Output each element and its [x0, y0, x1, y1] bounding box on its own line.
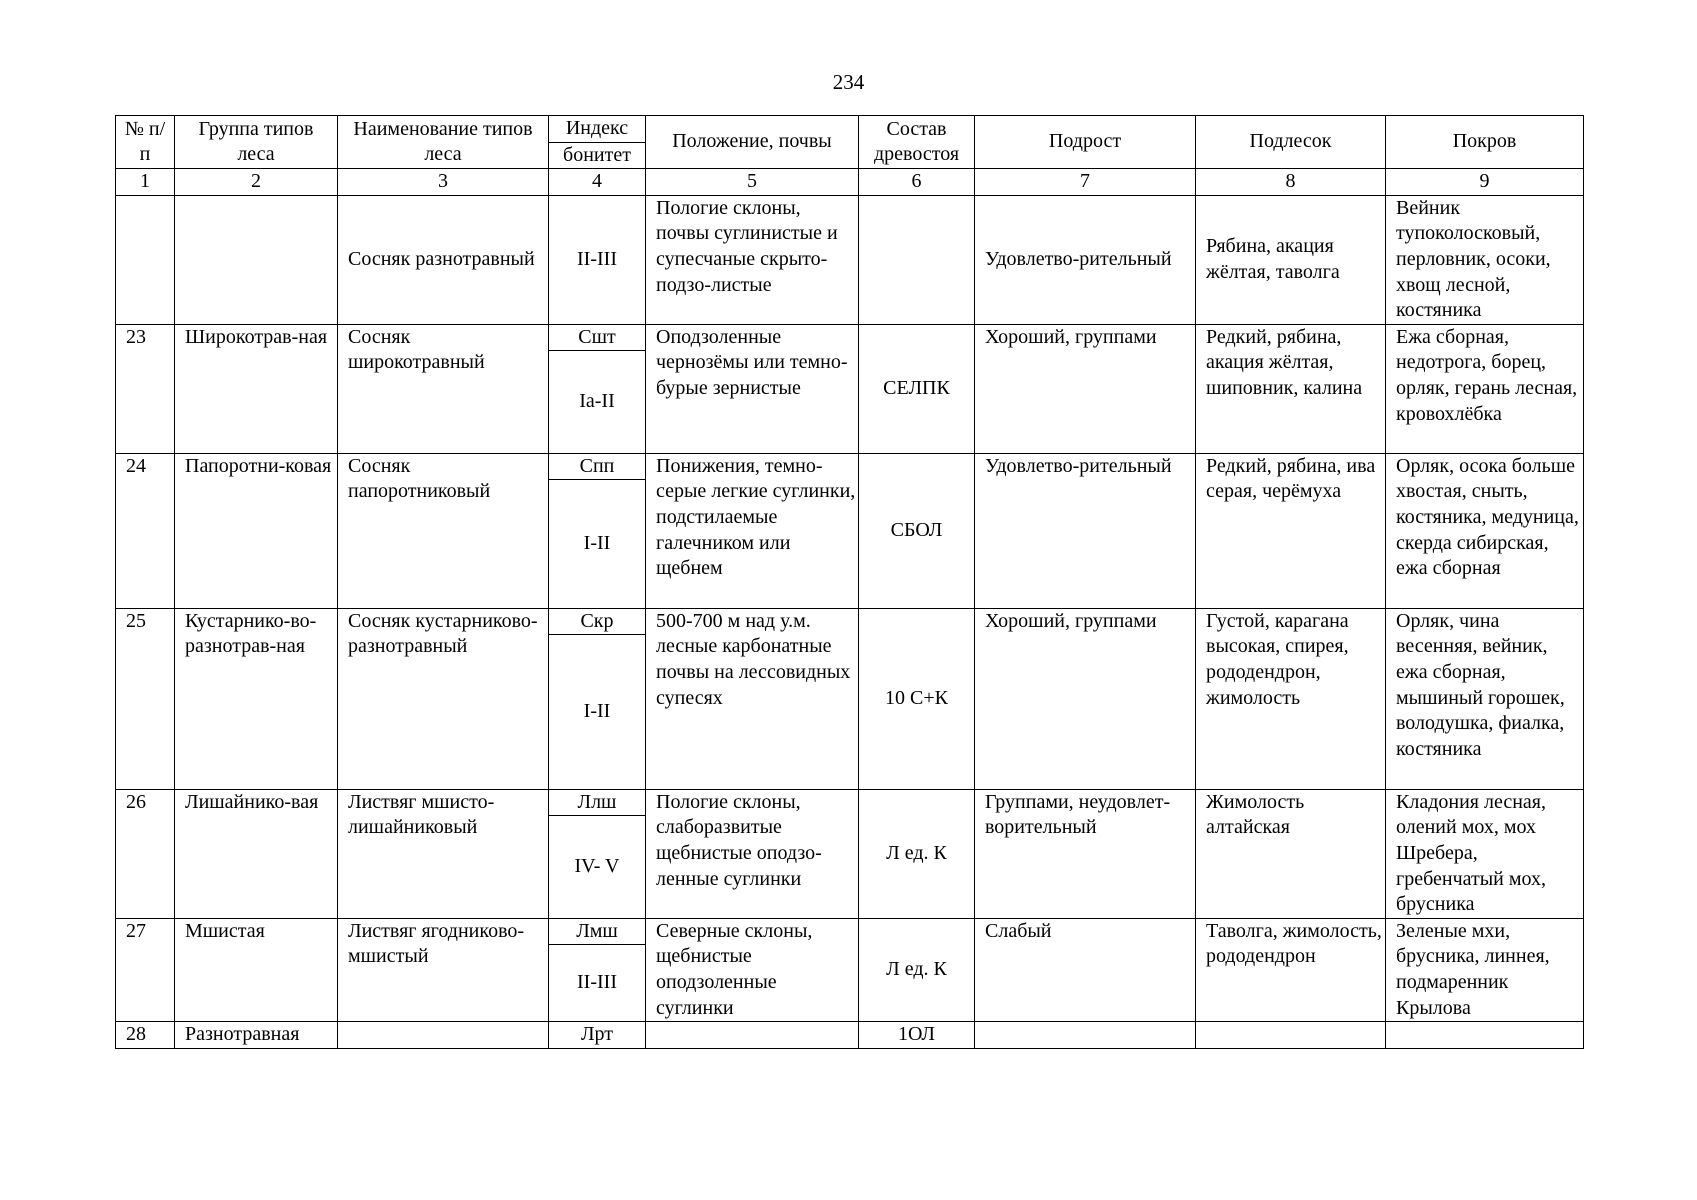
cell-cover: Ежа сборная, недотрога, борец, орляк, герань лесная, кровохлёбка — [1386, 324, 1584, 453]
cell-index: Лрт — [549, 1022, 646, 1049]
cell-bonitet: Ia-II — [579, 390, 615, 413]
cell-composition: Л ед. К — [859, 789, 975, 918]
cell-composition — [859, 195, 975, 324]
table-row — [116, 789, 1584, 918]
table-row — [116, 608, 1584, 789]
cell-composition: 1ОЛ — [859, 1022, 975, 1049]
cell-num: 25 — [116, 608, 175, 789]
cell-position: 500-700 м над у.м. лесные карбонатные почвы на лессовидных супесях — [646, 608, 859, 789]
header-row — [116, 116, 1584, 169]
cell-position: Северные склоны, щебнистые оподзоленные суглинки — [646, 918, 859, 1021]
cell-index: Сшт — [549, 325, 645, 352]
cell-cover: Орляк, чина весенняя, вейник, ежа сборная, мышиный горошек, володушка, фиалка, костяника — [1386, 608, 1584, 789]
column-number: 7 — [975, 169, 1196, 196]
cell-index: Ллш — [549, 790, 645, 817]
cell-position — [646, 1022, 859, 1049]
cell-position: Понижения, темно-серые легкие суглинки, подстилаемые галечником или щебнем — [646, 453, 859, 608]
cell-bonitet: I-II — [583, 700, 611, 723]
table-row — [116, 453, 1584, 608]
cell-underwood — [1196, 1022, 1386, 1049]
cell-undergrowth: Слабый — [975, 918, 1196, 1021]
cell-underwood: Рябина, акация жёлтая, таволга — [1196, 195, 1386, 324]
cell-name: Листвяг мшисто-лишайниковый — [338, 789, 549, 918]
column-number: 8 — [1196, 169, 1386, 196]
header-num: № п/п — [116, 116, 175, 169]
cell-index-bonitet — [549, 453, 646, 608]
cell-composition: Л ед. К — [859, 918, 975, 1021]
cell-cover — [1386, 1022, 1584, 1049]
cell-undergrowth: Удовлетво-рительный — [975, 453, 1196, 608]
cell-index-bonitet — [549, 918, 646, 1021]
cell-group: Разнотравная — [175, 1022, 338, 1049]
cell-group — [175, 195, 338, 324]
cell-composition: СБОЛ — [859, 453, 975, 608]
cell-index-bonitet — [549, 324, 646, 453]
cell-undergrowth: Удовлетво-рительный — [975, 195, 1196, 324]
cell-cover: Зеленые мхи, брусника, линнея, подмаренник Крылова — [1386, 918, 1584, 1021]
cell-index: Лмш — [549, 919, 645, 946]
cell-bonitet: II-III — [549, 195, 646, 324]
table-row — [116, 918, 1584, 1021]
header-bonitet: бонитет — [563, 143, 631, 166]
cell-name: Сосняк папоротниковый — [338, 453, 549, 608]
header-index-bonitet — [549, 116, 646, 169]
table-row — [116, 1022, 1584, 1049]
header-group: Группа типов леса — [175, 116, 338, 169]
cell-num — [116, 195, 175, 324]
cell-name: Листвяг ягодниково-мшистый — [338, 918, 549, 1021]
cell-group: Широкотрав-ная — [175, 324, 338, 453]
cell-undergrowth: Группами, неудовлет-ворительный — [975, 789, 1196, 918]
cell-cover: Кладония лесная, олений мох, мох Шребера, гребенчатый мох, брусника — [1386, 789, 1584, 918]
header-underwood: Подлесок — [1196, 116, 1386, 169]
cell-composition: СЕЛПК — [859, 324, 975, 453]
cell-num: 24 — [116, 453, 175, 608]
cell-index-bonitet — [549, 608, 646, 789]
header-name: Наименование типов леса — [338, 116, 549, 169]
cell-name — [338, 1022, 549, 1049]
header-undergrowth: Подрост — [975, 116, 1196, 169]
cell-undergrowth — [975, 1022, 1196, 1049]
cell-position: Пологие склоны, почвы суглинистые и супесчаные скрыто-подзо-листые — [646, 195, 859, 324]
column-number: 6 — [859, 169, 975, 196]
header-index: Индекс — [549, 116, 645, 143]
cell-num: 26 — [116, 789, 175, 918]
cell-cover: Вейник тупоколосковый, перловник, осоки, хвощ лесной, костяника — [1386, 195, 1584, 324]
cell-index-bonitet — [549, 789, 646, 918]
cell-group: Лишайнико-вая — [175, 789, 338, 918]
table-row — [116, 195, 1584, 324]
column-number: 5 — [646, 169, 859, 196]
column-number: 4 — [549, 169, 646, 196]
cell-underwood: Таволга, жимолость, рододендрон — [1196, 918, 1386, 1021]
table-row — [116, 324, 1584, 453]
cell-underwood: Редкий, рябина, ива серая, черёмуха — [1196, 453, 1386, 608]
cell-index: Скр — [549, 609, 645, 636]
cell-undergrowth: Хороший, группами — [975, 324, 1196, 453]
header-position: Положение, почвы — [646, 116, 859, 169]
column-numbers-row — [116, 169, 1584, 196]
cell-composition: 10 С+К — [859, 608, 975, 789]
forest-types-table — [115, 115, 1584, 1049]
page-number: 234 — [832, 70, 865, 94]
cell-group: Мшистая — [175, 918, 338, 1021]
cell-name: Сосняк кустарниково-разнотравный — [338, 608, 549, 789]
cell-group: Папоротни-ковая — [175, 453, 338, 608]
cell-num: 28 — [116, 1022, 175, 1049]
cell-position: Оподзоленные чернозёмы или темно-бурые зернистые — [646, 324, 859, 453]
cell-bonitet: IV- V — [574, 855, 620, 878]
column-number: 3 — [338, 169, 549, 196]
column-number: 1 — [116, 169, 175, 196]
cell-cover: Орляк, осока больше хвостая, сныть, костяника, медуница, скерда сибирская, ежа сборная — [1386, 453, 1584, 608]
cell-name: Сосняк разнотравный — [338, 195, 549, 324]
cell-bonitet: I-II — [583, 532, 611, 555]
cell-index: Спп — [549, 454, 645, 481]
cell-num: 27 — [116, 918, 175, 1021]
cell-num: 23 — [116, 324, 175, 453]
column-number: 9 — [1386, 169, 1584, 196]
cell-undergrowth: Хороший, группами — [975, 608, 1196, 789]
cell-underwood: Густой, карагана высокая, спирея, рододендрон, жимолость — [1196, 608, 1386, 789]
cell-position: Пологие склоны, слаборазвитые щебнистые оподзо-ленные суглинки — [646, 789, 859, 918]
cell-underwood: Жимолость алтайская — [1196, 789, 1386, 918]
cell-bonitet: II-III — [577, 971, 617, 994]
cell-name: Сосняк широкотравный — [338, 324, 549, 453]
header-composition: Состав древостоя — [859, 116, 975, 169]
column-number: 2 — [175, 169, 338, 196]
header-cover: Покров — [1386, 116, 1584, 169]
cell-underwood: Редкий, рябина, акация жёлтая, шиповник, калина — [1196, 324, 1386, 453]
cell-group: Кустарнико-во-разнотрав-ная — [175, 608, 338, 789]
